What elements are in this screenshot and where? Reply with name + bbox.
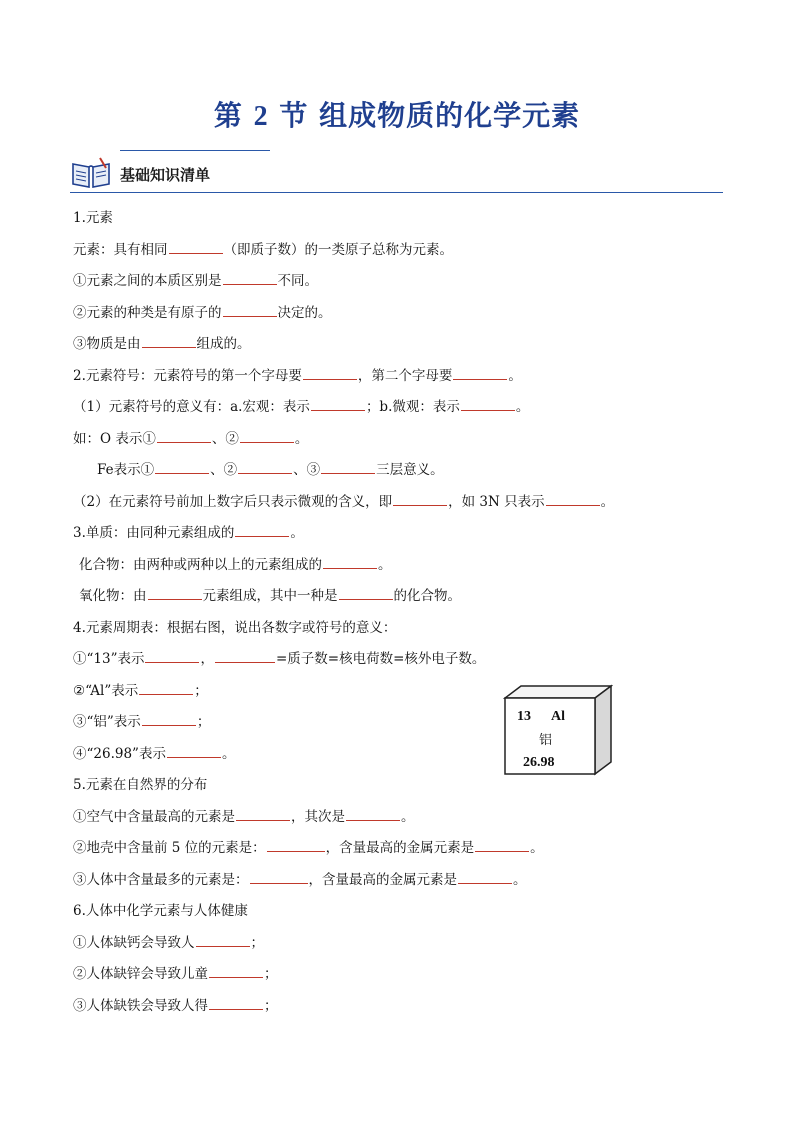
- answer-blank[interactable]: [461, 397, 515, 411]
- text-line: ③人体中含量最多的元素是： ，含量最高的金属元素是 。: [73, 871, 527, 888]
- answer-blank[interactable]: [167, 744, 221, 758]
- text-line: ②“Al”表示 ；: [73, 682, 208, 699]
- answer-blank[interactable]: [223, 303, 277, 317]
- answer-blank[interactable]: [240, 429, 294, 443]
- answer-blank[interactable]: [157, 429, 211, 443]
- answer-blank[interactable]: [139, 681, 193, 695]
- worksheet-body: [73, 207, 733, 1026]
- answer-blank[interactable]: [215, 649, 275, 663]
- text-line: ①“13”表示 ， =质子数=核电荷数=核外电子数。: [73, 651, 486, 667]
- page-title: 第 2 节 组成物质的化学元素: [213, 99, 581, 132]
- text-line: ①空气中含量最高的元素是 ，其次是 。: [73, 808, 415, 825]
- answer-blank[interactable]: [235, 523, 289, 537]
- text-line: ②元素的种类是有原子的 决定的。: [73, 304, 332, 321]
- answer-blank[interactable]: [267, 838, 325, 852]
- answer-blank[interactable]: [145, 649, 199, 663]
- text-line: 1.元素: [73, 210, 113, 226]
- section-label: 基础知识清单: [120, 166, 211, 184]
- answer-blank[interactable]: [339, 586, 393, 600]
- answer-blank[interactable]: [346, 807, 400, 821]
- answer-blank[interactable]: [209, 996, 263, 1010]
- answer-blank[interactable]: [453, 366, 507, 380]
- answer-blank[interactable]: [196, 933, 250, 947]
- text-line: ②地壳中含量前 5 位的元素是： ，含量最高的金属元素是 。: [73, 840, 544, 856]
- text-line: ③人体缺铁会导致人得 ；: [73, 997, 278, 1014]
- text-line: 4.元素周期表：根据右图，说出各数字或符号的意义：: [73, 619, 397, 636]
- answer-blank[interactable]: [546, 492, 600, 506]
- text-line: 5.元素在自然界的分布: [73, 777, 208, 793]
- element-name: 铝: [539, 733, 553, 748]
- text-line: 6.人体中化学元素与人体健康: [73, 903, 248, 919]
- answer-blank[interactable]: [236, 807, 290, 821]
- text-line: （2）在元素符号前加上数字后只表示微观的含义，即 ，如 3N 只表示 。: [73, 493, 615, 510]
- text-line: Fe表示① 、② 、③ 三层意义。: [97, 462, 444, 478]
- answer-blank[interactable]: [238, 460, 292, 474]
- text-line: ①人体缺钙会导致人 ；: [73, 934, 264, 951]
- text-line: ④“26.98”表示 。: [73, 745, 236, 762]
- text-line: 2.元素符号：元素符号的第一个字母要 ，第二个字母要 。: [73, 367, 522, 384]
- answer-blank[interactable]: [155, 460, 209, 474]
- text-line: ②人体缺锌会导致儿童 ；: [73, 966, 278, 982]
- text-line: ③“铝”表示 ；: [73, 714, 211, 730]
- open-book-icon: [70, 156, 112, 190]
- answer-blank[interactable]: [458, 870, 512, 884]
- text-line: （1）元素符号的意义有：a.宏观：表示 ；b.微观：表示 。: [73, 399, 530, 415]
- answer-blank[interactable]: [393, 492, 447, 506]
- answer-blank[interactable]: [303, 366, 357, 380]
- answer-blank[interactable]: [311, 397, 365, 411]
- element-symbol: Al: [551, 709, 565, 724]
- header-top-rule: [120, 150, 270, 151]
- answer-blank[interactable]: [209, 964, 263, 978]
- answer-blank[interactable]: [142, 334, 196, 348]
- text-line: ③物质是由 组成的。: [73, 336, 251, 352]
- text-line: 3.单质：由同种元素组成的 。: [73, 525, 304, 541]
- answer-blank[interactable]: [475, 838, 529, 852]
- text-line: 化合物：由两种或两种以上的元素组成的 。: [79, 556, 392, 573]
- answer-blank[interactable]: [169, 240, 223, 254]
- cube-side-face: [595, 686, 611, 774]
- atomic-number: 13: [517, 709, 531, 724]
- aluminum-element-cube: [503, 684, 613, 776]
- section-header: [70, 150, 723, 193]
- answer-blank[interactable]: [323, 555, 377, 569]
- atomic-mass: 26.98: [523, 755, 555, 770]
- answer-blank[interactable]: [142, 712, 196, 726]
- answer-blank[interactable]: [148, 586, 202, 600]
- text-line: ①元素之间的本质区别是 不同。: [73, 273, 318, 289]
- text-line: 氧化物：由 元素组成，其中一种是 的化合物。: [79, 588, 461, 604]
- cube-top-face: [505, 686, 611, 698]
- answer-blank[interactable]: [250, 870, 308, 884]
- text-line: 如：O 表示① 、② 。: [73, 430, 309, 447]
- answer-blank[interactable]: [223, 271, 277, 285]
- text-line: 元素：具有相同 （即质子数）的一类原子总称为元素。: [73, 241, 453, 258]
- answer-blank[interactable]: [321, 460, 375, 474]
